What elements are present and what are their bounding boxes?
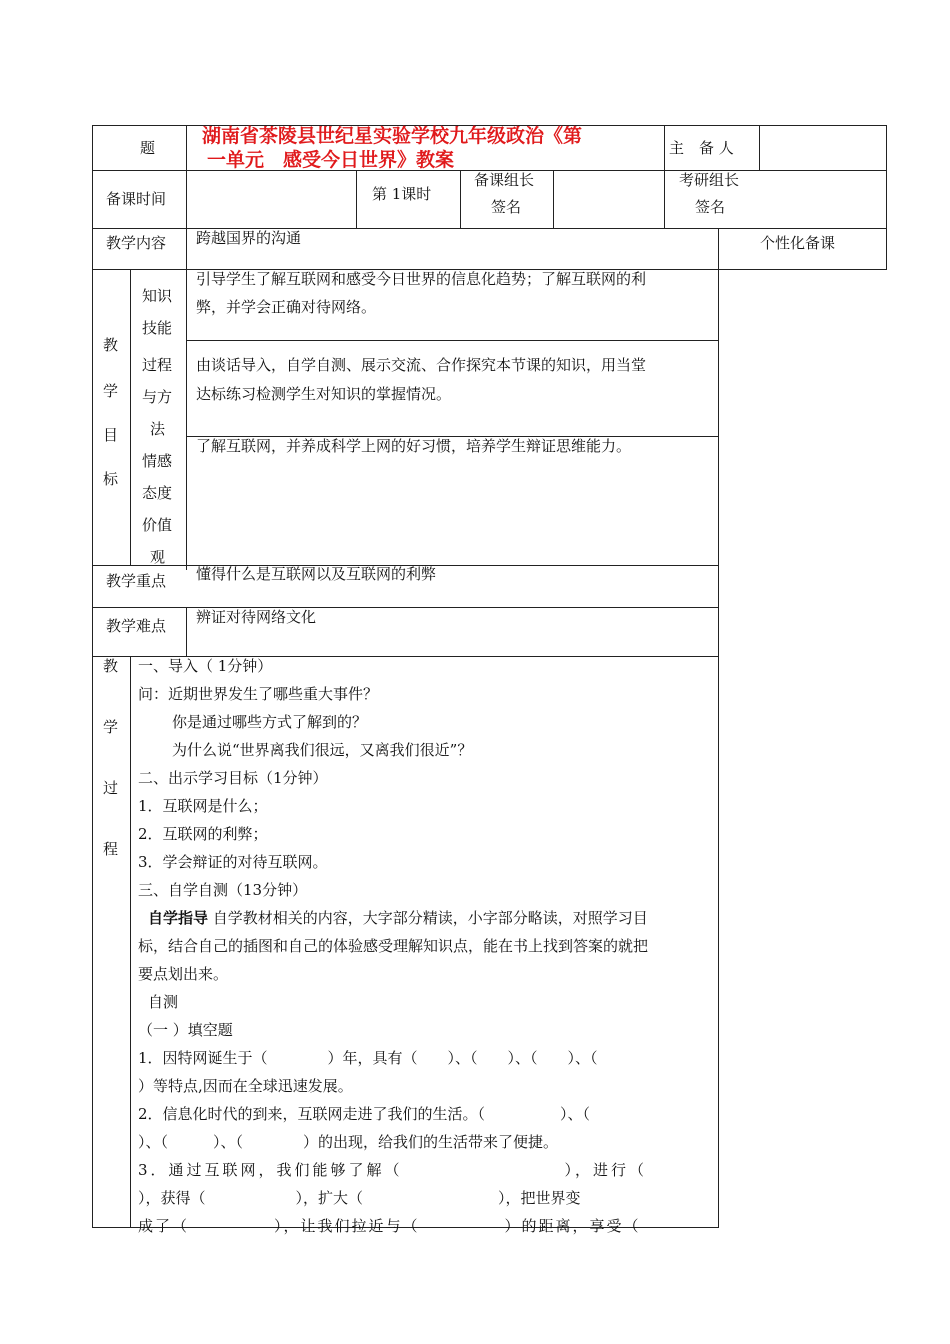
research-leader-label: 考研组长 — [679, 171, 740, 189]
lesson-number: 第 1课时 — [372, 185, 432, 203]
process-side-char: 程 — [103, 840, 119, 858]
personal-prep-label: 个性化备课 — [760, 234, 836, 252]
key-point-label: 教学重点 — [106, 572, 167, 590]
content-value: 跨越国界的沟通 — [196, 229, 302, 247]
question-line: ）、（ ）、（ ）的出现，给我们的生活带来了便捷。 — [138, 1133, 559, 1151]
group-leader-sign-label: 签名 — [491, 198, 522, 216]
emotion-label: 价值 — [142, 516, 173, 534]
process-side-char: 过 — [103, 779, 119, 797]
prep-time-label: 备课时间 — [106, 190, 167, 208]
process-method-text: 达标练习检测学生对知识的掌握情况。 — [196, 385, 452, 403]
question-line: 3．通过互联网，我们能够了解（ ），进行（ — [138, 1161, 648, 1179]
question-line: ）等特点,因而在全球迅速发展。 — [138, 1077, 353, 1095]
question-line: 1．因特网诞生于（ ）年，具有（ ）、（ ）、（ ）、（ — [138, 1049, 598, 1067]
knowledge-label: 技能 — [142, 319, 173, 337]
process-method-label: 与方 — [142, 388, 173, 406]
study-guide — [138, 904, 710, 932]
research-leader-sign-label: 签名 — [695, 198, 726, 216]
process-side-char: 教 — [103, 657, 119, 675]
author-label: 主 备 人 — [669, 139, 734, 157]
study-guide-text: 要点划出来。 — [138, 965, 229, 983]
group-leader-label: 备课组长 — [474, 171, 535, 189]
content-label: 教学内容 — [106, 234, 167, 252]
question-line: 2．信息化时代的到来，互联网走进了我们的生活。（ ）、（ — [138, 1105, 591, 1123]
process-line: 2．互联网的利弊； — [138, 825, 268, 843]
difficult-point-value: 辨证对待网络文化 — [196, 608, 317, 626]
process-side-char: 学 — [103, 718, 119, 736]
objectives-side-char: 标 — [103, 470, 119, 488]
process-line: 问：近期世界发生了哪些重大事件？ — [138, 685, 379, 703]
question-line: 成了（ ），让我们拉近与（ ）的距离，享受（ — [138, 1217, 641, 1235]
self-test-heading: 自测 — [148, 993, 179, 1011]
emotion-label: 观 — [150, 548, 166, 566]
knowledge-text: 引导学生了解互联网和感受今日世界的信息化趋势；了解互联网的利 — [196, 270, 647, 288]
objectives-side-char: 学 — [103, 382, 119, 400]
topic-label: 题 — [140, 139, 156, 157]
knowledge-text: 弊，并学会正确对待网络。 — [196, 298, 377, 316]
document-title-line-2: 一单元 感受今日世界》教案 — [207, 149, 455, 171]
process-line: 二、出示学习目标（1分钟） — [138, 769, 328, 787]
document-title-line-1: 湖南省茶陵县世纪星实验学校九年级政治《第 — [202, 125, 583, 147]
process-method-text: 由谈话导入，自学自测、展示交流、合作探究本节课的知识，用当堂 — [196, 356, 647, 374]
fill-blank-heading: （一 ）填空题 — [138, 1021, 233, 1039]
difficult-point-label: 教学难点 — [106, 617, 167, 635]
objectives-side-char: 教 — [103, 336, 119, 354]
emotion-text: 了解互联网，并养成科学上网的好习惯，培养学生辩证思维能力。 — [196, 437, 632, 455]
process-method-label: 法 — [150, 420, 166, 438]
process-line: 3．学会辩证的对待互联网。 — [138, 853, 328, 871]
objectives-side-char: 目 — [103, 426, 119, 444]
process-line: 1．互联网是什么； — [138, 797, 268, 815]
process-method-label: 过程 — [142, 356, 173, 374]
process-line: 一、导入（ 1分钟） — [138, 657, 273, 675]
knowledge-label: 知识 — [142, 287, 173, 305]
key-point-value: 懂得什么是互联网以及互联网的利弊 — [196, 565, 437, 583]
study-guide-text: 标，结合自己的插图和自己的体验感受理解知识点，能在书上找到答案的就把 — [138, 937, 649, 955]
question-line: ），获得（ ），扩大（ ），把世界变 — [138, 1189, 581, 1207]
study-guide-heading: 自学指导 — [148, 909, 209, 927]
process-line: 为什么说“世界离我们很远，又离我们很近”？ — [172, 741, 473, 759]
process-line: 三、自学自测（13分钟） — [138, 881, 308, 899]
emotion-label: 态度 — [142, 484, 173, 502]
teaching-process-body — [138, 652, 710, 1240]
process-line: 你是通过哪些方式了解到的？ — [172, 713, 368, 731]
study-guide-text: 自学教材相关的内容，大字部分精读，小字部分略读，对照学习目 — [208, 909, 648, 927]
emotion-label: 情感 — [142, 452, 173, 470]
